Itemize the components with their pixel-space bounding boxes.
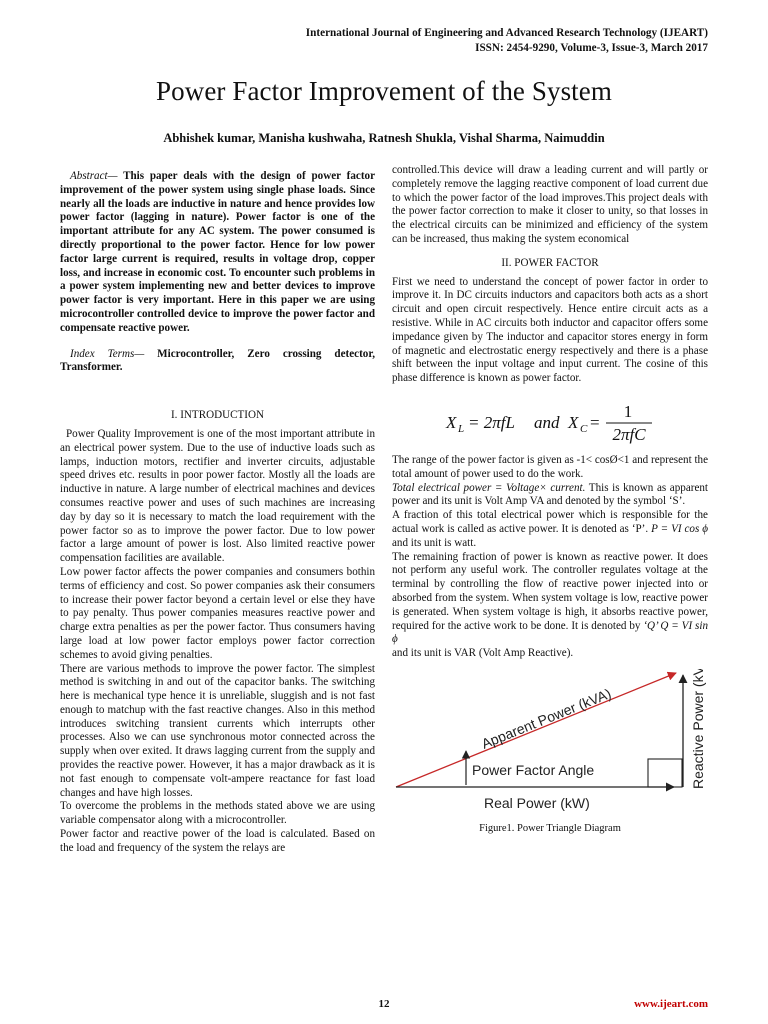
intro-paragraph-1: Power Quality Improvement is one of the most important attribute in an electrical power system. Due to the use of inductive loads such as lamps, induction motors, rectifier and inverter circuits, adjustable speed drives etc. results in poor power factor. Mostly all the loads are inductive in nature. A large number of electrical machines and devices consumes reactive power and uses of such machines are increasing day by day so it is necessary to match the load requirement with the power factor so as to improve the power factor. Due to low power factor a large amount of power is lost. Also limited reactive power compensation facilities are available. [60,427,375,565]
formula-eq2: = [590,412,600,432]
power-factor-angle-label: Power Factor Angle [472,761,595,778]
intro-paragraph-4: To overcome the problems in the methods stated above we are using variable compensator along with a microcontroller. [60,800,375,827]
right-angle-marker [648,759,682,787]
formula-and: and [534,412,560,432]
journal-issn: ISSN: 2454-9290, Volume-3, Issue-3, March 2017 [475,42,708,54]
reactive-power-formula: ‘Q’ Q = VI sin ϕ [392,619,708,646]
active-power-unit: and its unit is watt. [392,536,477,549]
pf-paragraph-4 [392,509,708,550]
power-triangle-diagram [392,669,708,817]
pf-paragraph-2: The range of the power factor is given as -1< cosØ<1 and represent the total amount of power used to do the work. [392,453,708,480]
reactance-formula-svg [440,398,660,444]
reactive-power-unit: and its unit is VAR (Volt Amp Reactive). [392,647,574,660]
journal-url[interactable]: www.ijeart.com [634,998,708,1010]
section-heading-introduction: I. INTRODUCTION [170,409,265,422]
paper-authors: Abhishek kumar, Manisha kushwaha, Ratnesh Shukla, Vishal Sharma, Naimuddin [163,131,605,145]
total-power-italic: Total electrical power = Voltage× current. [392,481,586,494]
reactance-formula [392,398,708,444]
figure-caption: Figure1. Power Triangle Diagram [479,822,621,834]
paper-title: Power Factor Improvement of the System [156,76,612,106]
reactive-power-text: The remaining fraction of power is known as reactive power. It does not perform any useful work. The controller regulates voltage at the terminal by controlling the flow of reactive power injected into or absorbed from the system. When system voltage is low, reactive power is generated. When system voltage is high, it absorbs reactive power, required for the active work to be done. It is denoted by [392,550,708,632]
formula-xc-sub: C [580,422,588,435]
active-power-text: A fraction of this total electrical power which is responsible for the actual work is called as active power. It is denoted as ‘P’. [392,509,708,535]
formula-xl-sub: L [458,422,465,435]
pf-paragraph-3 [392,482,708,510]
journal-header [306,26,708,56]
index-terms-text: Microcontroller, Zero crossing detector, Transformer. [60,347,375,374]
abstract-text: This paper deals with the design of power factor improvement of the power system using single phase loads. Since nearly all the loads are inductive in nature and hence provides low power factor (lagging in nature). Power factor is one of the important attribute for any AC system. The power consumed is directly proportional to the power factor. Hence for low power factor large current is required, results in voltage drop, copper loss, and increase in economic cost. To encounter such problems in a power system implementing new and better devices to improve power factor is very important. Here in this paper we are using microcontroller controlled device to improve the power factor and compensate reactive power. [60,170,375,334]
real-power-label: Real Power (kW) [484,794,590,811]
formula-numerator: 1 [623,401,633,421]
right-column [392,164,708,836]
formula-xl: X [446,412,457,432]
formula-eq1: = 2πfL [468,412,515,432]
total-power-rest: This is known as apparent power and its unit is Volt Amp VA and denoted by the symbol ‘S’. [392,481,708,508]
formula-xc: X [568,412,579,432]
intro-paragraph-5: Power factor and reactive power of the load is calculated. Based on the load and frequency of the system the relays are [60,828,375,854]
active-power-formula: P = VI cos ϕ [651,522,708,535]
pf-paragraph-1: First we need to understand the concept of power factor in order to improve it. In DC circuits inductors and capacitors both acts as a short circuit and open circuit respectively. Hence entire circuit acts as a resistive. While in AC circuits both inductor and capacitor offers some impedance given by The inductor and capacitor stores energy in form of magnetic and electrostatic energy respectively and there is a phase shift between the input voltage and input current. The cosine of this phase difference is known as power factor. [392,275,708,385]
section-heading-power-factor: II. POWER FACTOR [501,256,599,269]
abstract [60,170,375,336]
intro-continuation: controlled.This device will draw a leading current and will partly or completely remove the lagging reactive component of load current due to which the power factor of the load improves.This project deals with the power factor correction to make it closer to unity, so that losses in the electrical circuits can be minimized and efficiency of the system can be increased, thus making the system economical [392,164,708,245]
reactive-power-label: Reactive Power (kVAr) [690,668,706,789]
page-number: 12 [378,998,390,1010]
abstract-label: Abstract— [70,170,118,182]
journal-name: International Journal of Engineering and Advanced Research Technology (IJEART) [305,27,708,39]
intro-paragraph-2: Low power factor affects the power companies and consumers bothin terms of efficiency and cost. So power companies ask their consumers to increase their power factor beyond a certain level or else they have to pay penalty. Thus power companies measures reactive power and charge extra penalties as per the power factor. Thus consumers having large load at low power factor employs power factor correction schemes to avoid giving penalties. [60,565,375,661]
apparent-power-label: Apparent Power (kVA) [479,685,614,752]
pf-paragraph-5 [392,551,708,661]
index-terms [60,348,375,376]
left-column [60,170,375,856]
power-triangle-figure [392,669,708,836]
intro-paragraph-3: There are various methods to improve the power factor. The simplest method is switching in and out of the capacitor banks. The switching here is mechanical type hence it is unreliable, sluggish and is not fast enough to matchup with the fast reactive changes. Also in this method introduces switching transient currents which interrupts other processes. Also we can use synchronous motor connected across the supply when over exited. It draws lagging current from the supply and provides the reactive power. However, it has a major drawback as it is not fast enough to compensate volt-ampere reactance for fast load changes and have high losses. [60,662,375,799]
formula-denominator: 2πfC [612,424,646,444]
index-terms-label: Index Terms— [70,347,145,360]
